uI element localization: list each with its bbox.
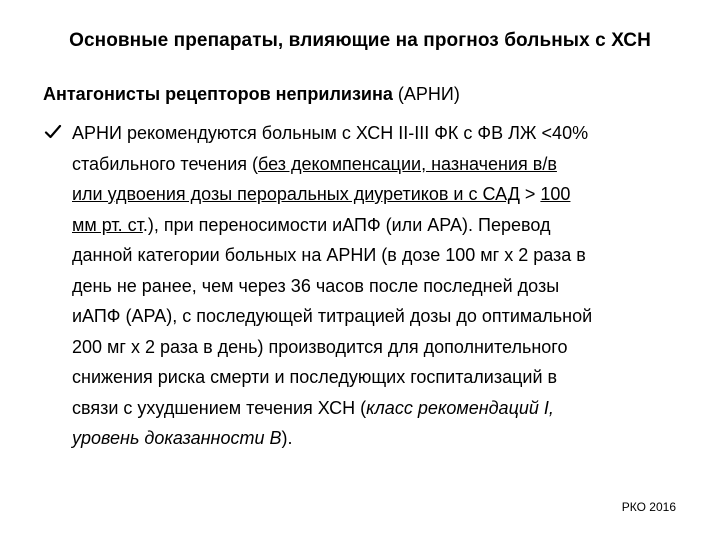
section-heading-bold: Антагонисты рецепторов неприлизина [43,84,393,104]
italic-text: уровень доказанности В [72,428,282,448]
text-line [72,423,682,454]
text-line: 200 мг x 2 раза в день) производится для дополнительного [72,336,568,357]
text-fragment: .), при переносимости иАПФ (или АРА). Перевод [142,214,551,235]
text-fragment: стабильного течения ( [72,153,259,174]
checkmark-icon [44,118,62,148]
text-line [72,210,682,241]
text-fragment: > [519,184,541,204]
text-fragment: ). [281,428,293,448]
underlined-text: 100 [540,184,571,204]
underlined-text: или удвоения дозы пероральных диуретиков и с САД [72,184,520,204]
text-line [72,393,682,424]
footer-source: РКО 2016 [621,500,676,514]
section-heading-abbrev: (АРНИ) [392,84,460,104]
underlined-text: без декомпенсации, назначения в/в [258,153,557,174]
text-line: иАПФ (АРА), с последующей титрацией дозы до оптимальной [72,306,593,326]
text-line: день не ранее, чем через 36 часов после последней дозы [72,275,560,296]
text-line: данной категории больных на АРНИ (в дозе 100 мг x 2 раза в [72,245,586,265]
text-line: снижения риска смерти и последующих госпитализаций в [72,367,558,387]
text-line [72,179,682,210]
text-fragment: связи с ухудшением течения ХСН ( [72,397,367,418]
text-line [72,149,682,180]
italic-text: класс рекомендаций I, [366,397,554,418]
slide-title: Основные препараты, влияющие на прогноз больных с ХСН [69,30,651,51]
bullet-text [72,118,682,454]
section-heading [43,84,460,105]
underlined-text: мм рт. ст [72,214,143,235]
text-line: АРНИ рекомендуются больным с ХСН II-III ФК с ФВ ЛЖ <40% [72,123,589,143]
